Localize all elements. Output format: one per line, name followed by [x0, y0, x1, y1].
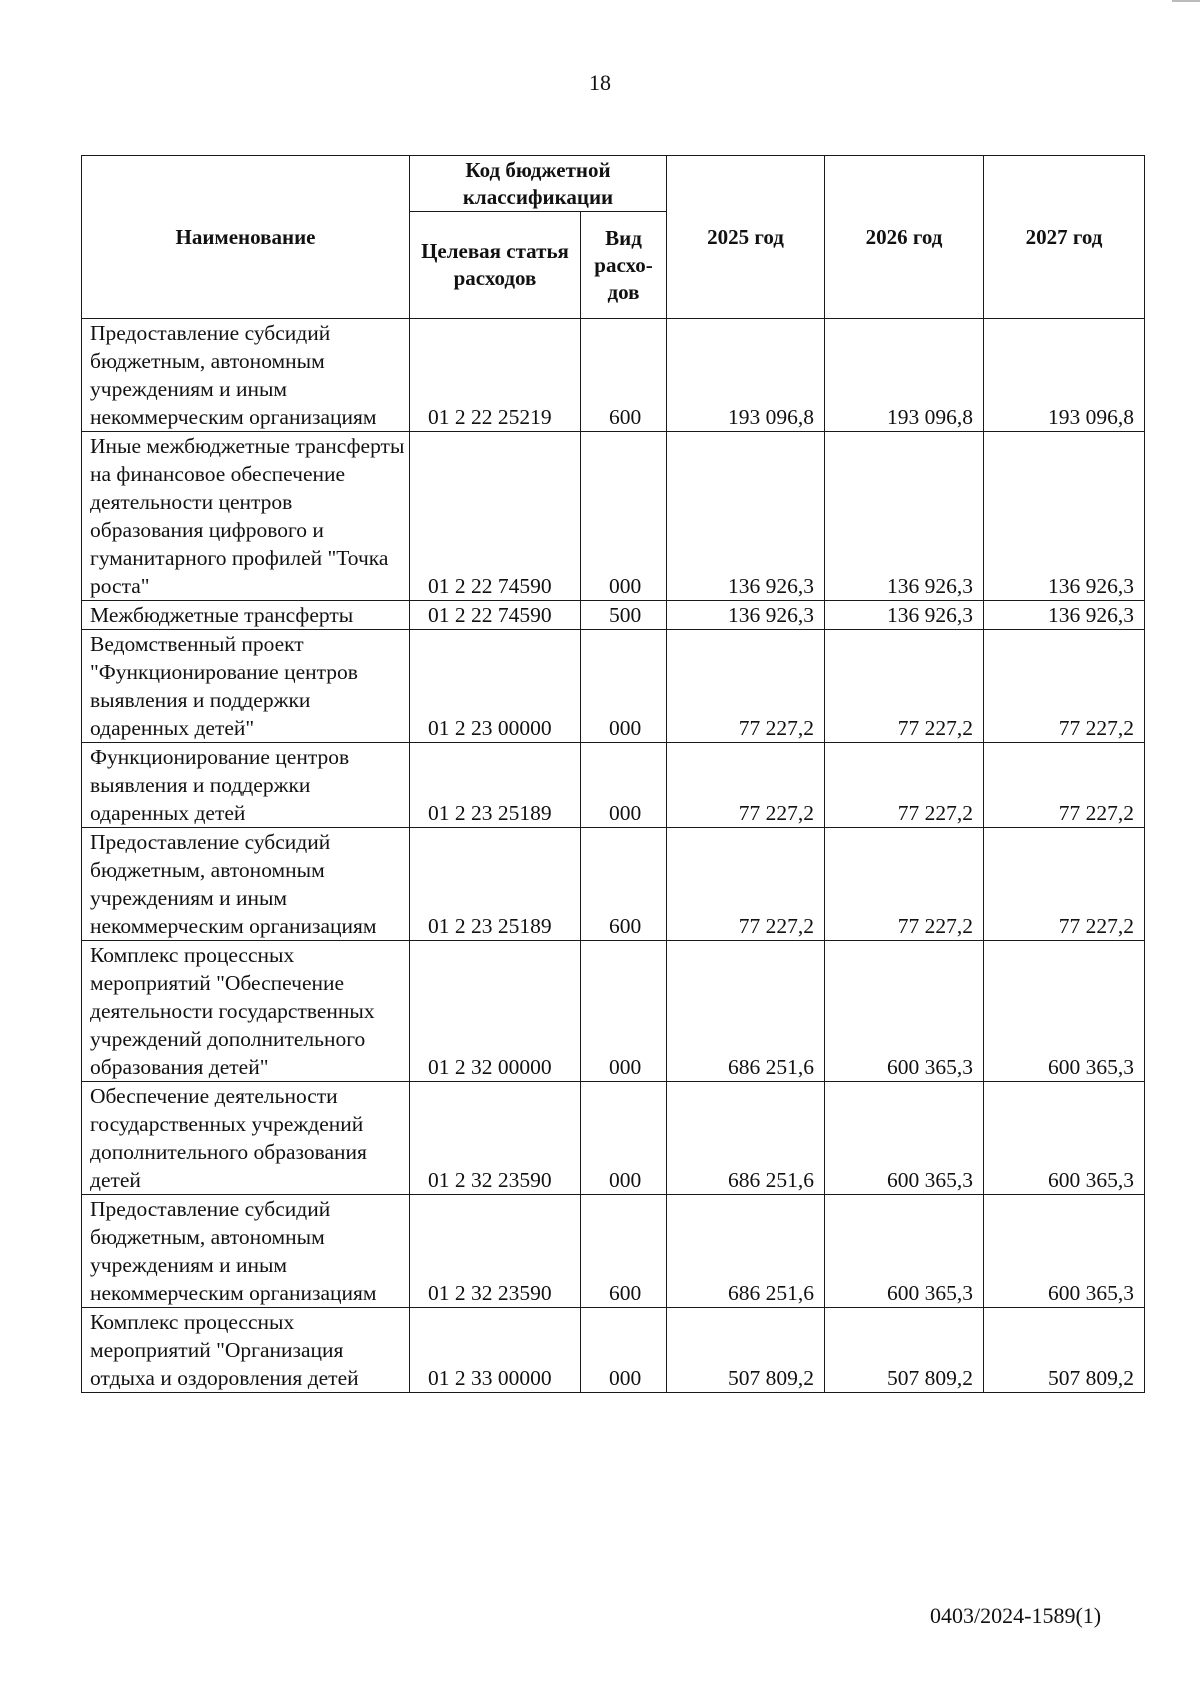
row-value-2025: 77 227,2 [667, 743, 825, 828]
row-name: Межбюджетные трансферты [82, 601, 410, 630]
row-expense-type: 000 [581, 1082, 667, 1195]
row-value-2026: 77 227,2 [825, 743, 984, 828]
row-expense-type: 000 [581, 432, 667, 601]
row-target-article: 01 2 32 23590 [410, 1195, 581, 1308]
row-value-2025: 507 809,2 [667, 1308, 825, 1393]
row-value-2027: 77 227,2 [984, 743, 1145, 828]
row-value-2027: 77 227,2 [984, 828, 1145, 941]
row-value-2026: 193 096,8 [825, 319, 984, 432]
row-name: Предоставление субсидий бюджетным, автономным учреждениям и иным некоммерческим организациям [82, 319, 410, 432]
row-target-article: 01 2 23 25189 [410, 828, 581, 941]
row-target-article: 01 2 22 74590 [410, 432, 581, 601]
header-target-article: Целевая статья расходов [410, 212, 581, 319]
table-row [82, 828, 1145, 941]
row-value-2027: 136 926,3 [984, 601, 1145, 630]
table-row [82, 601, 1145, 630]
row-expense-type: 600 [581, 319, 667, 432]
table-header [82, 156, 1145, 319]
row-target-article: 01 2 32 00000 [410, 941, 581, 1082]
row-value-2027: 600 365,3 [984, 1082, 1145, 1195]
row-value-2026: 77 227,2 [825, 828, 984, 941]
table-row [82, 1082, 1145, 1195]
row-name: Ведомственный проект "Функционирование центров выявления и поддержки одаренных детей" [82, 630, 410, 743]
table-row [82, 1195, 1145, 1308]
row-value-2026: 136 926,3 [825, 601, 984, 630]
table-row [82, 1308, 1145, 1393]
row-value-2025: 686 251,6 [667, 941, 825, 1082]
header-year-2027: 2027 год [984, 156, 1145, 319]
row-value-2025: 193 096,8 [667, 319, 825, 432]
row-value-2027: 600 365,3 [984, 941, 1145, 1082]
row-value-2026: 600 365,3 [825, 1082, 984, 1195]
scan-corner-mark [1172, 0, 1200, 8]
row-name: Комплекс процессных мероприятий "Организация отдыха и оздоровления детей [82, 1308, 410, 1393]
table-row [82, 941, 1145, 1082]
row-target-article: 01 2 22 25219 [410, 319, 581, 432]
row-target-article: 01 2 33 00000 [410, 1308, 581, 1393]
page-number: 18 [589, 70, 611, 95]
row-value-2026: 136 926,3 [825, 432, 984, 601]
row-value-2027: 600 365,3 [984, 1195, 1145, 1308]
table-row [82, 743, 1145, 828]
row-value-2025: 77 227,2 [667, 828, 825, 941]
row-target-article: 01 2 32 23590 [410, 1082, 581, 1195]
document-code: 0403/2024-1589(1) [930, 1603, 1102, 1628]
row-value-2027: 193 096,8 [984, 319, 1145, 432]
row-value-2026: 77 227,2 [825, 630, 984, 743]
row-expense-type: 500 [581, 601, 667, 630]
row-value-2025: 77 227,2 [667, 630, 825, 743]
row-target-article: 01 2 23 25189 [410, 743, 581, 828]
table-row [82, 319, 1145, 432]
row-name: Предоставление субсидий бюджетным, автономным учреждениям и иным некоммерческим организациям [82, 828, 410, 941]
row-name: Функционирование центров выявления и поддержки одаренных детей [82, 743, 410, 828]
table-row [82, 630, 1145, 743]
header-name: Наименование [82, 156, 410, 319]
row-value-2025: 136 926,3 [667, 601, 825, 630]
row-expense-type: 000 [581, 941, 667, 1082]
row-value-2027: 77 227,2 [984, 630, 1145, 743]
row-value-2025: 686 251,6 [667, 1082, 825, 1195]
row-value-2027: 507 809,2 [984, 1308, 1145, 1393]
budget-table [81, 155, 1145, 1393]
row-name: Комплекс процессных мероприятий "Обеспечение деятельности государственных учреждений дополнительного образования детей" [82, 941, 410, 1082]
row-target-article: 01 2 22 74590 [410, 601, 581, 630]
row-expense-type: 600 [581, 1195, 667, 1308]
row-target-article: 01 2 23 00000 [410, 630, 581, 743]
header-year-2026: 2026 год [825, 156, 984, 319]
row-value-2026: 600 365,3 [825, 1195, 984, 1308]
row-value-2027: 136 926,3 [984, 432, 1145, 601]
header-year-2025: 2025 год [667, 156, 825, 319]
table-body [82, 319, 1145, 1393]
row-value-2026: 507 809,2 [825, 1308, 984, 1393]
row-name: Предоставление субсидий бюджетным, автономным учреждениям и иным некоммерческим организациям [82, 1195, 410, 1308]
row-expense-type: 000 [581, 630, 667, 743]
row-name: Иные межбюджетные трансферты на финансовое обеспечение деятельности центров образования цифрового и гуманитарного профилей "Точка роста" [82, 432, 410, 601]
header-code-group: Код бюджетной классификации [410, 156, 667, 212]
row-expense-type: 000 [581, 1308, 667, 1393]
row-name: Обеспечение деятельности государственных учреждений дополнительного образования детей [82, 1082, 410, 1195]
row-value-2025: 686 251,6 [667, 1195, 825, 1308]
row-expense-type: 000 [581, 743, 667, 828]
header-expense-type: Вид расхо-дов [581, 212, 667, 319]
row-expense-type: 600 [581, 828, 667, 941]
table-row [82, 432, 1145, 601]
row-value-2026: 600 365,3 [825, 941, 984, 1082]
row-value-2025: 136 926,3 [667, 432, 825, 601]
